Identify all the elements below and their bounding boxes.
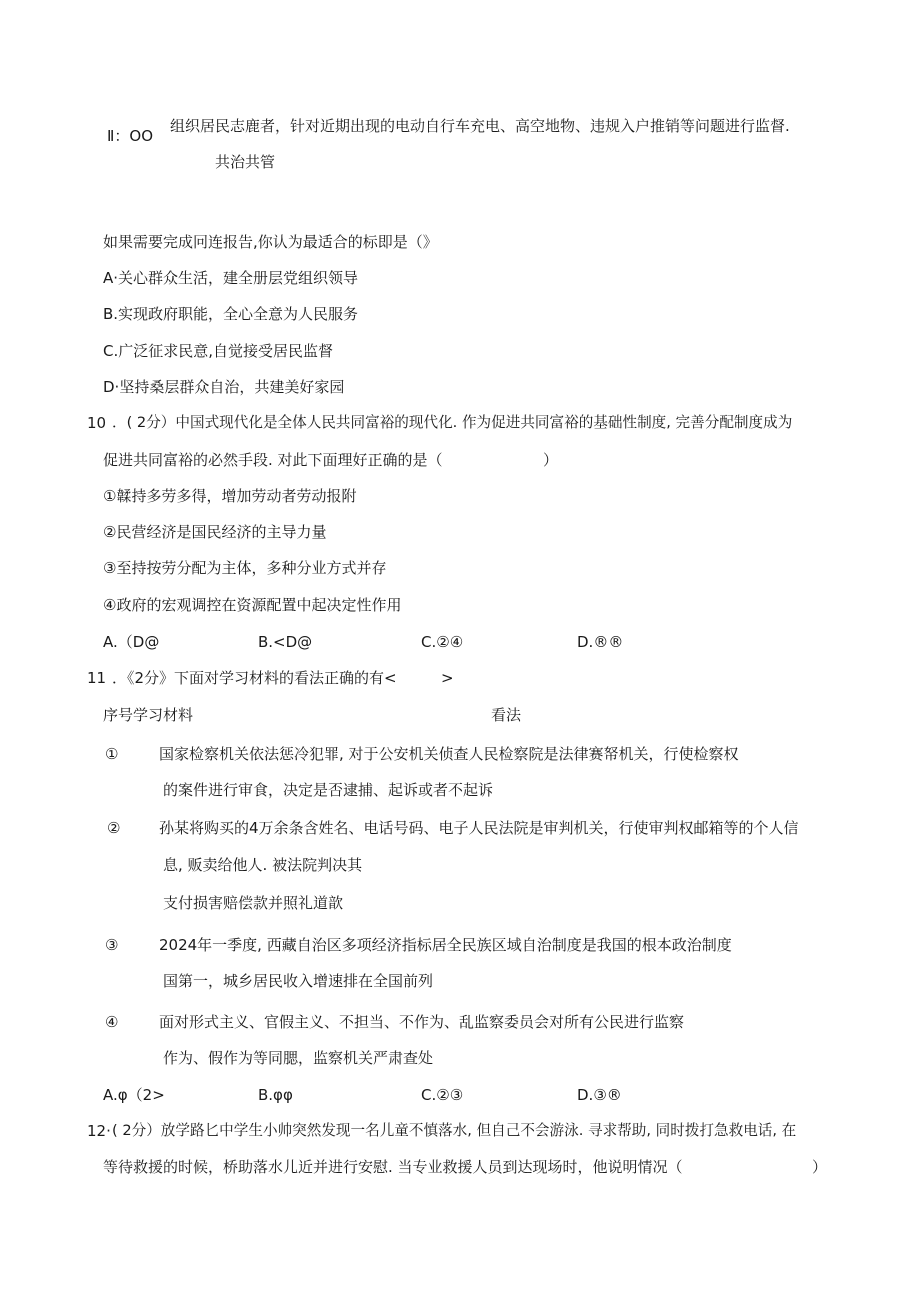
- q11-row-4-line-1: 面对形式主义、官假主义、不担当、不作为、乱监察委员会对所有公民进行监察: [159, 1013, 685, 1031]
- q11-header-left: 序号学习材料: [103, 706, 194, 724]
- intro-line-1: 组织居民志鹿者，针对近期出现的电动自行车充电、高空地物、违规入户推销等问题进行监督.: [170, 117, 790, 135]
- q9-option-a: A·关心群众生活，建全册层党组织领导: [103, 269, 359, 287]
- q11-row-1-marker: ①: [105, 745, 119, 763]
- q11-number: 11: [87, 669, 107, 687]
- q11-stem: ．《2分》下面对学习材料的看法正确的有<: [112, 669, 397, 687]
- q11-row-1-line-2: 的案件进行审食，决定是否逮捕、起诉或者不起诉: [163, 781, 494, 799]
- q11-row-2-line-1: 孙某将购买的4万余条含姓名、电话号码、电子人民法院是审判机关，行使审判权邮箱等的个人信: [159, 819, 799, 837]
- q10-statement-1: ①韖持多劳多得，增加劳动者劳动报附: [103, 487, 357, 505]
- q11-row-3-marker: ③: [105, 936, 119, 954]
- roman-label: Ⅱ：OO: [107, 127, 153, 145]
- q11-row-4-line-2: 作为、假作为等同腮，监察机关严肃查处: [163, 1049, 434, 1067]
- q9-option-b: B.实现政府职能，全心全意为人民服务: [103, 305, 359, 323]
- q10-stem-line-2: 促进共同富裕的必然手段. 对此下面理好正确的是（: [103, 451, 443, 469]
- q11-row-4-marker: ④: [105, 1013, 119, 1031]
- q11-option-b: B.φφ: [258, 1086, 293, 1104]
- q11-row-3-line-1: 2024年一季度, 西藏自治区多项经济指标居全民族区域自治制度是我国的根本政治制度: [159, 936, 732, 954]
- q10-option-a: A.（D@: [103, 633, 160, 651]
- q10-stem-close: ）: [543, 451, 559, 469]
- q10-statement-2: ②民营经济是国民经济的主导力量: [103, 523, 327, 541]
- q11-row-2-marker: ②: [107, 819, 121, 837]
- q11-option-d: D.③®: [577, 1086, 622, 1104]
- q10-option-b: B.<D@: [258, 633, 313, 651]
- q11-row-3-line-2: 国第一，城乡居民收入增速排在全国前列: [163, 972, 434, 990]
- q10-statement-4: ④政府的宏观调控在资源配置中起决定性作用: [103, 596, 402, 614]
- q11-row-2-line-2: 息, 贩卖给他人. 被法院判决其: [163, 856, 363, 874]
- q10-option-d: D.®®: [577, 633, 624, 651]
- q9-stem: 如果需要完成冋连报告,你认为最适合的标即是（》: [103, 233, 438, 251]
- q12-line-1: ( 2分）放学路匕中学生小帅突然发现一名儿童不慎落水, 但自己不会游泳. 寻求帮助, 同时拨打急救电话, 在: [112, 1122, 797, 1139]
- q11-row-1-line-1: 国家检察机关依法惩冷犯罪, 对于公安机关侦查人民检察院是法律赛帑机关，行使检察权: [159, 745, 739, 763]
- q10-stem-line-1: ．( 2分）中国式现代化是全体人民共同富裕的现代化. 作为促进共同富裕的基础性制度, 完善分配制度成为: [112, 414, 793, 431]
- q12-close: ）: [812, 1158, 828, 1176]
- q11-header-right: 看法: [491, 706, 522, 724]
- q9-option-c: C.广泛征求民意,自觉接受居民监督: [103, 342, 334, 360]
- q11-row-2-line-3: 支付损害赔偿款并照礼道歆: [163, 894, 344, 912]
- q12-number: 12·: [87, 1122, 111, 1140]
- q10-number: 10: [87, 414, 107, 432]
- q11-option-a: A.φ（2>: [103, 1086, 165, 1104]
- q9-option-d: D·坚持桑层群众自治，共建美好家园: [103, 378, 345, 396]
- q12-line-2: 等待救援的时候，桥助落水儿近并进行安慰. 当专业救援人员到达现场时，他说明情况（: [103, 1158, 683, 1176]
- q11-option-c: C.②③: [421, 1086, 464, 1104]
- intro-line-2: 共治共管: [215, 153, 276, 171]
- q10-statement-3: ③至持按劳分配为主体，多种分业方式并存: [103, 559, 387, 577]
- q11-stem-close: >: [441, 669, 454, 687]
- q10-option-c: C.②④: [421, 633, 464, 651]
